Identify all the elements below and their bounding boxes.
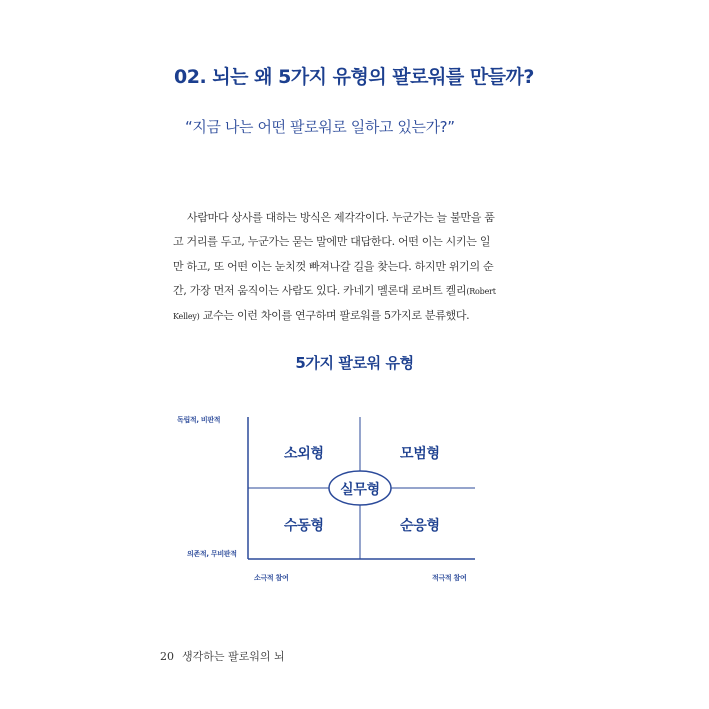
diagram-lines bbox=[160, 405, 490, 600]
quadrant-label-top-right: 모범형 bbox=[400, 446, 440, 462]
latin-name-first: (Robert bbox=[466, 287, 496, 297]
follower-type-diagram bbox=[160, 405, 490, 600]
y-axis-top-label: 독립적, 비판적 bbox=[177, 416, 221, 424]
body-line-text: 고 거리를 두고, 누군가는 묻는 말에만 대답한다. 어떤 이는 시키는 일 bbox=[173, 235, 491, 249]
body-line-text: 간, 가장 먼저 움직이는 사람도 있다. 카네기 멜론대 로버트 켈리 bbox=[173, 284, 467, 298]
x-axis-right-label: 적극적 참여 bbox=[432, 574, 467, 582]
body-line bbox=[173, 206, 543, 230]
quadrant-label-bottom-left: 수동형 bbox=[284, 518, 324, 534]
latin-name-last: Kelley) bbox=[173, 311, 200, 321]
body-paragraph bbox=[173, 206, 543, 328]
body-line bbox=[173, 304, 543, 328]
quadrant-label-top-left: 소외형 bbox=[284, 446, 324, 462]
y-axis-bottom-label: 의존적, 무비판적 bbox=[187, 550, 237, 558]
figure-title: 5가지 팔로워 유형 bbox=[295, 354, 414, 372]
body-line bbox=[173, 230, 543, 254]
body-line bbox=[173, 279, 543, 303]
body-line-text: 만 하고, 또 어떤 이는 눈치껏 빠져나갈 길을 찾는다. 하지만 위기의 순 bbox=[173, 259, 494, 273]
page-footer bbox=[160, 648, 285, 664]
page-number: 20 bbox=[160, 650, 174, 663]
x-axis-left-label: 소극적 참여 bbox=[254, 574, 289, 582]
section-subtitle: “지금 나는 어떤 팔로워로 일하고 있는가?” bbox=[185, 118, 455, 136]
center-label: 실무형 bbox=[340, 482, 380, 498]
section-heading: 02. 뇌는 왜 5가지 유형의 팔로워를 만들까? bbox=[174, 66, 534, 88]
quadrant-label-bottom-right: 순응형 bbox=[400, 518, 440, 534]
body-line-text: 사람마다 상사를 대하는 방식은 제각각이다. 누군가는 늘 불만을 품 bbox=[187, 211, 495, 224]
body-line-text: 교수는 이런 차이를 연구하며 팔로워를 5가지로 분류했다. bbox=[202, 308, 470, 322]
body-line bbox=[173, 255, 543, 279]
book-title: 생각하는 팔로워의 뇌 bbox=[182, 650, 285, 663]
